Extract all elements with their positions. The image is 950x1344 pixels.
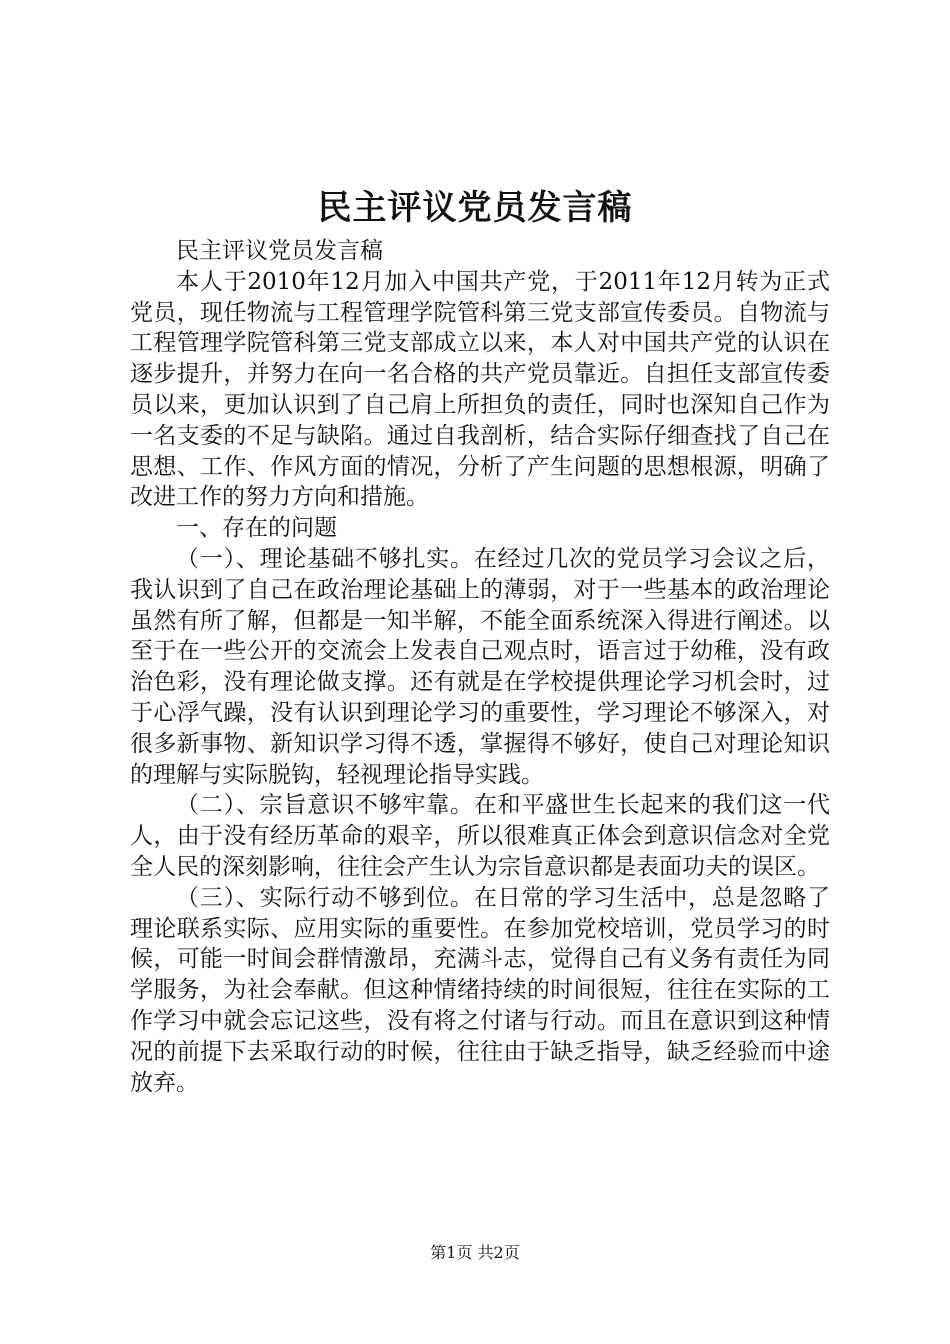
document-body — [130, 236, 830, 1098]
body-paragraph-heading: 民主评议党员发言稿 — [176, 238, 383, 264]
section-heading-problems: 一、存在的问题 — [176, 515, 337, 542]
body-paragraph-purpose: （二）、宗旨意识不够牢靠。在和平盛世生长起来的我们这一代人，由于没有经历革命的艰辛，所以很难真正体会到意识信念对全党全人民的深刻影响，往往会产生认为宗旨意识都是表面功夫的误区。 — [130, 792, 830, 880]
body-paragraph-action: （三）、实际行动不够到位。在日常的学习生活中，总是忽略了理论联系实际、应用实际的重要性。在参加党校培训，党员学习的时候，可能一时间会群情激昂，充满斗志，觉得自己有义务有责任为同学服务，为社会奉献。但这种情绪持续的时间很短，往往在实际的工作学习中就会忘记这些，没有将之付诸与行动。而且在意识到这种情况的前提下去采取行动的时候，往往由于缺乏指导，缺乏经验而中途放弃。 — [130, 884, 830, 1096]
document-title: 民主评议党员发言稿 — [317, 188, 633, 228]
body-paragraph-theory: （一）、理论基础不够扎实。在经过几次的党员学习会议之后，我认识到了自己在政治理论基础上的薄弱，对于一些基本的政治理论虽然有所了解，但都是一知半解，不能全面系统深入得进行阐述。以至于在一些公开的交流会上发表自己观点时，语言过于幼稚，没有政治色彩，没有理论做支撑。还有就是在学校提供理论学习机会时，过于心浮气躁，没有认识到理论学习的重要性，学习理论不够深入，对很多新事物、新知识学习得不透，掌握得不够好，使自己对理论知识的理解与实际脱钩，轻视理论指导实践。 — [130, 545, 830, 788]
page-footer: 第1页 共2页 — [430, 1243, 520, 1262]
body-paragraph-intro: 本人于2010年12月加入中国共产党，于2011年12月转为正式党员，现任物流与工程管理学院管科第三党支部宣传委员。自物流与工程管理学院管科第三党支部成立以来，本人对中国共产党的认识在逐步提升，并努力在向一名合格的共产党员靠近。自担任支部宣传委员以来，更加认识到了自己肩上所担负的责任，同时也深知自己作为一名支委的不足与缺陷。通过自我剖析，结合实际仔细查找了自己在思想、工作、作风方面的情况，分析了产生问题的思想根源，明确了改进工作的努力方向和措施。 — [130, 268, 830, 511]
